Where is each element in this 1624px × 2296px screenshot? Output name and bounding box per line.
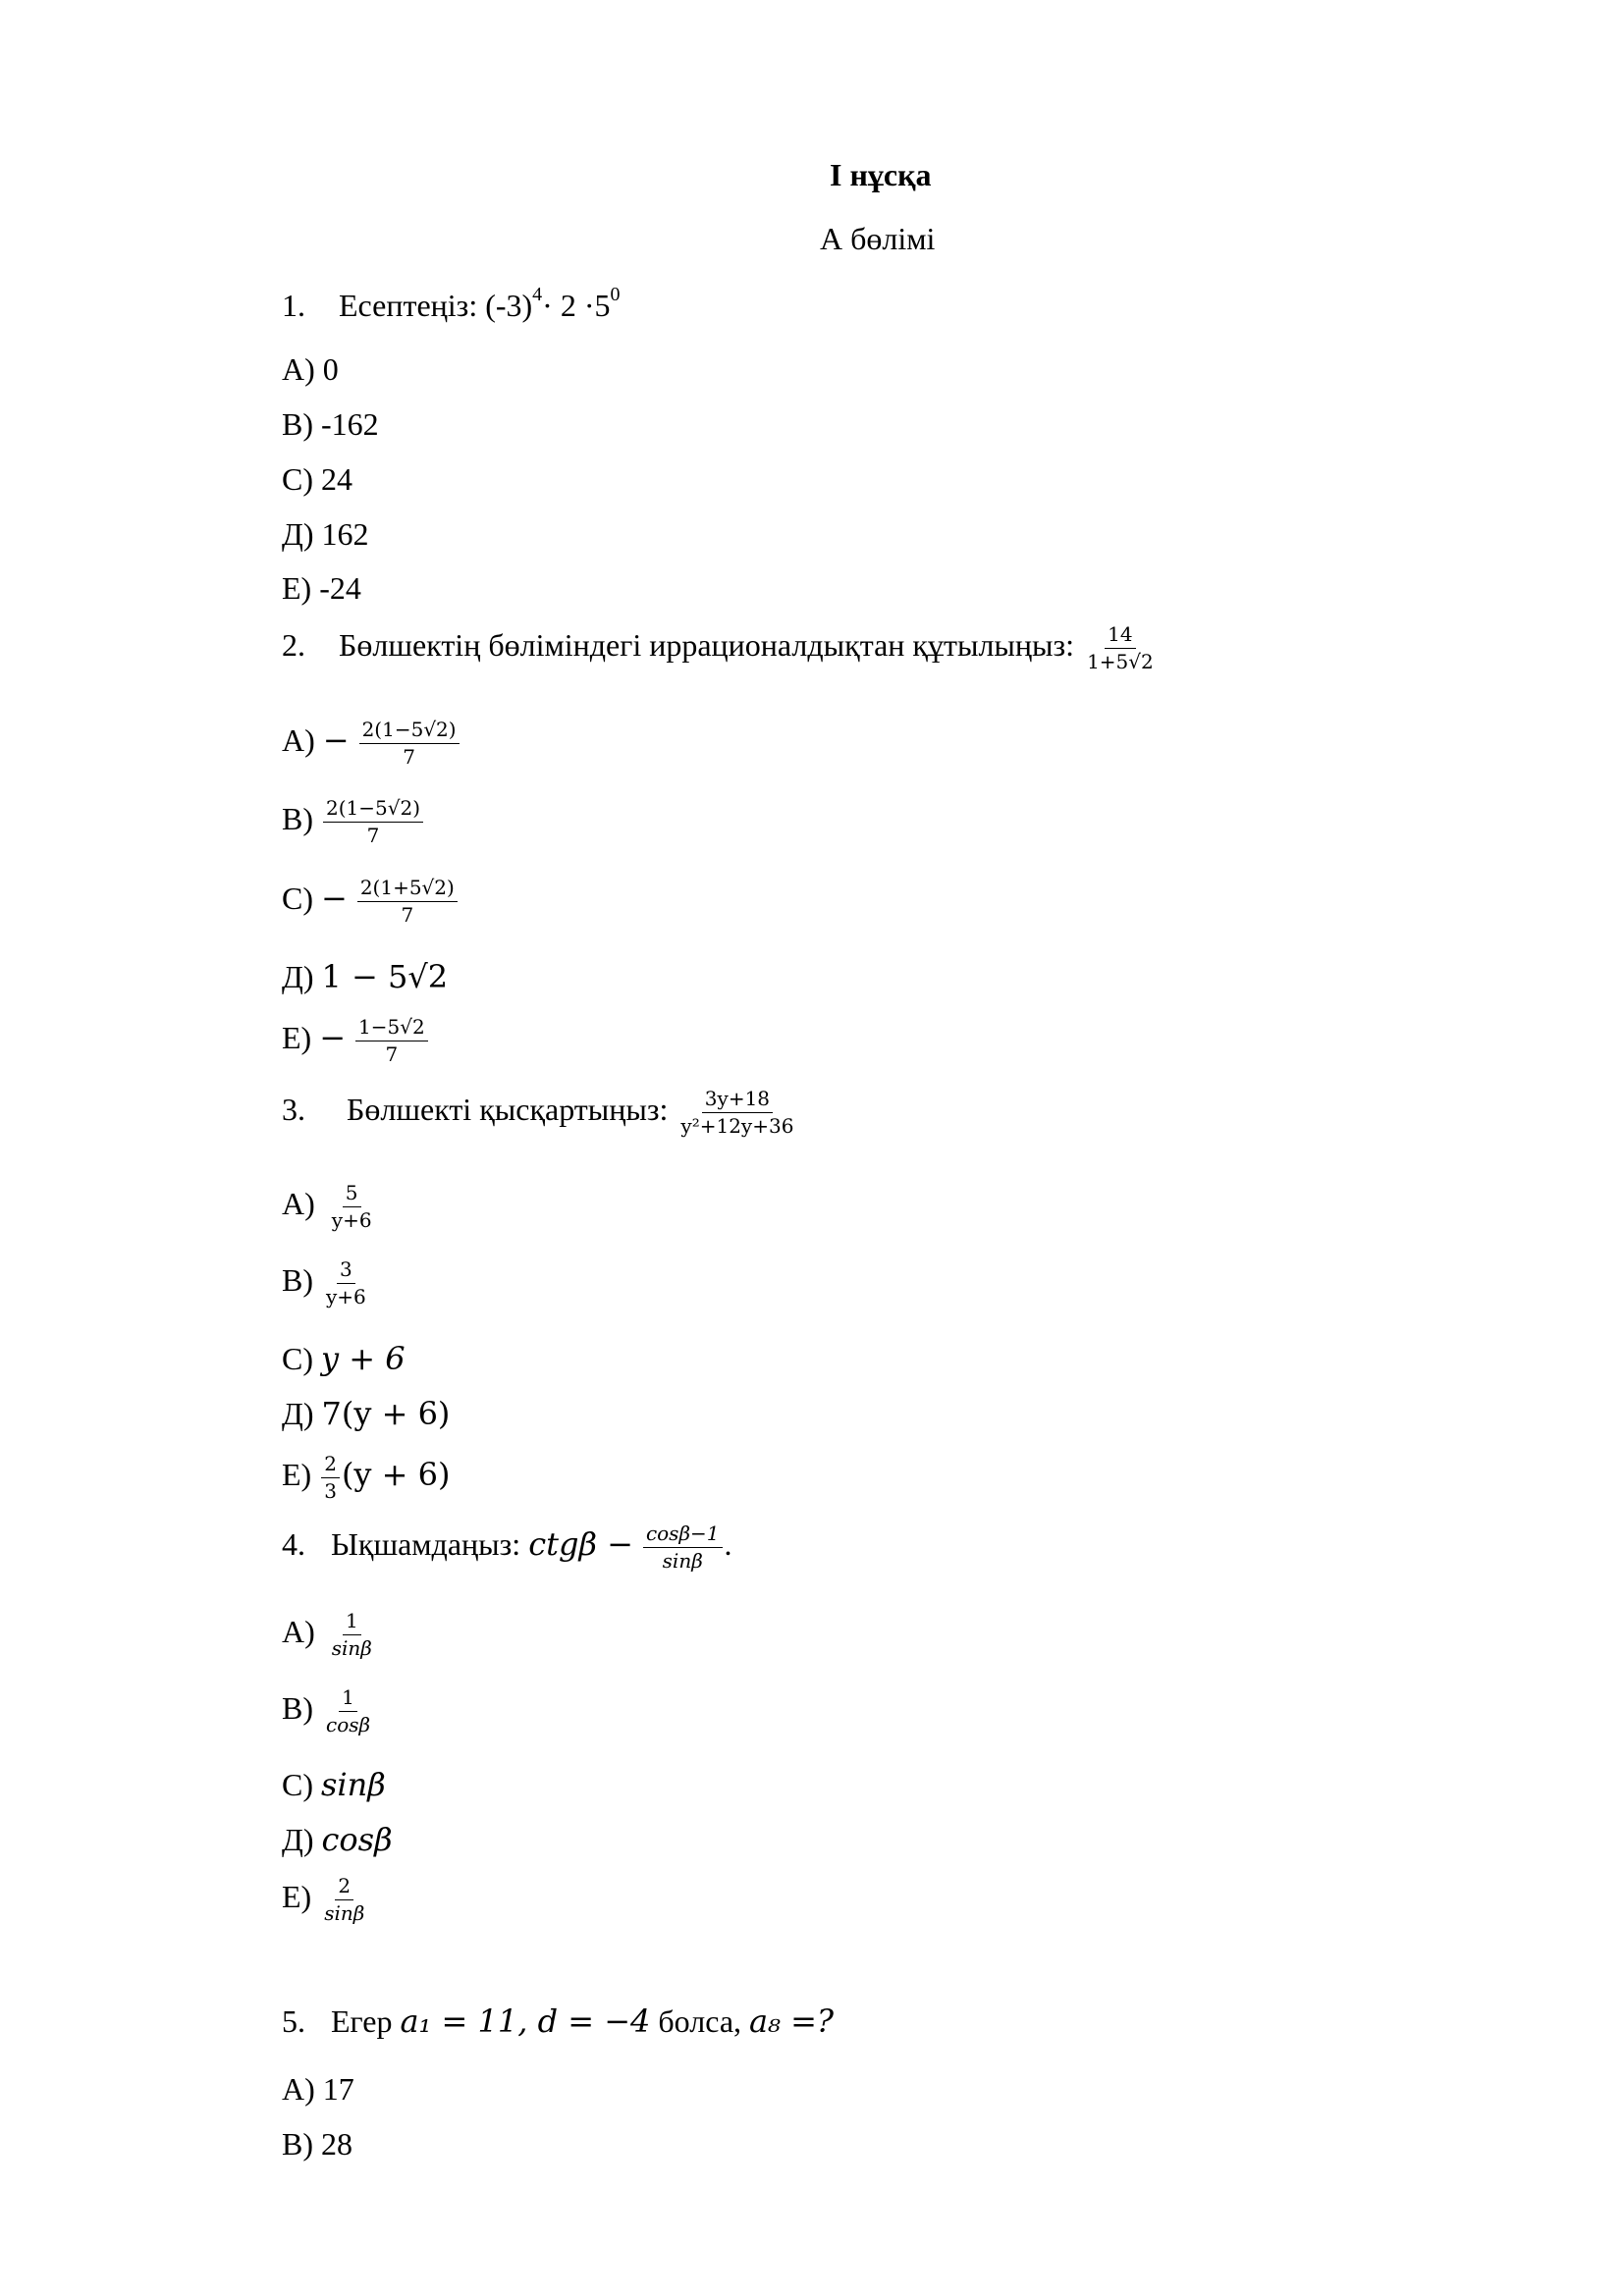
option-label: Д) <box>282 959 314 994</box>
option-label: C) <box>282 880 313 916</box>
denominator: sinβ <box>331 1636 372 1660</box>
denominator: 1+5√2 <box>1087 650 1154 673</box>
q4-option-b[interactable] <box>282 1686 375 1736</box>
option-label: B) <box>282 1261 313 1298</box>
numerator: 1−5√2 <box>355 1016 428 1041</box>
numerator: 2 <box>321 1453 340 1478</box>
question-prompt: Есептеңіз: (-3) <box>339 288 533 323</box>
question-prompt: Ықшамдаңыз: <box>331 1525 521 1562</box>
q2-option-a[interactable] <box>282 719 461 769</box>
numerator: 2 <box>335 1875 353 1900</box>
option-text: 162 <box>321 516 369 552</box>
question-prompt-end: болса, <box>658 2003 742 2039</box>
option-label: B) <box>282 800 313 836</box>
variant-title: I нұсқа <box>830 157 932 192</box>
option-label: Д) <box>282 516 314 552</box>
option-label: A) <box>282 721 315 758</box>
denominator: 7 <box>366 824 380 847</box>
q3-option-b[interactable] <box>282 1258 371 1308</box>
expression-lead: ctgβ − <box>528 1524 633 1563</box>
q5-option-a[interactable] <box>282 2071 354 2108</box>
option-label: Д) <box>282 1822 314 1857</box>
exponent: 0 <box>610 284 621 306</box>
q3-option-d[interactable] <box>282 1395 450 1432</box>
fraction <box>359 719 460 769</box>
option-label: E) <box>282 1878 312 1914</box>
denominator: sinβ <box>662 1549 703 1573</box>
numerator: 1 <box>343 1610 361 1635</box>
denominator: y+6 <box>331 1208 372 1232</box>
fraction <box>1084 623 1157 673</box>
option-text: sinβ <box>321 1766 386 1803</box>
fraction <box>357 877 458 927</box>
fraction <box>323 1258 369 1308</box>
fraction <box>321 1875 367 1925</box>
q2-option-c[interactable] <box>282 877 460 927</box>
q5-option-b[interactable] <box>282 2126 352 2163</box>
numerator: 1 <box>339 1686 357 1712</box>
q3-option-e[interactable] <box>282 1453 451 1503</box>
numerator: 2(1+5√2) <box>357 877 458 902</box>
q2-option-e[interactable] <box>282 1016 430 1066</box>
numerator: 5 <box>343 1182 361 1207</box>
denominator: cosβ <box>326 1713 371 1736</box>
question-prompt: Бөлшектің бөліміндегі иррационалдықтан құтылыңыз: <box>339 626 1075 663</box>
option-label: E) <box>282 570 312 606</box>
fraction <box>329 1610 375 1660</box>
fraction <box>677 1088 796 1138</box>
option-text: 0 <box>322 351 339 387</box>
option-text: 28 <box>321 2126 352 2162</box>
question-2 <box>282 623 1159 673</box>
question-1 <box>282 284 621 324</box>
question-number: 4. <box>282 1525 305 1562</box>
q1-option-e[interactable] <box>282 570 361 607</box>
numerator: cosβ−1 <box>643 1522 723 1548</box>
option-label: Д) <box>282 1396 314 1431</box>
numerator: 2(1−5√2) <box>359 719 460 744</box>
question-number: 1. <box>282 288 305 323</box>
q3-option-c[interactable] <box>282 1340 406 1377</box>
option-label: B) <box>282 406 313 442</box>
section-title: А бөлімі <box>820 221 936 256</box>
denominator: 7 <box>401 903 414 927</box>
option-text: cosβ <box>321 1821 393 1858</box>
option-label: B) <box>282 1689 313 1726</box>
fraction <box>643 1522 723 1573</box>
option-label: C) <box>282 1767 313 1802</box>
q2-option-b[interactable] <box>282 797 425 847</box>
question-3 <box>282 1088 798 1138</box>
option-label: A) <box>282 2071 315 2107</box>
numerator: 14 <box>1105 623 1135 649</box>
q2-option-d[interactable] <box>282 958 448 995</box>
q3-option-a[interactable] <box>282 1182 377 1232</box>
sign: − <box>322 721 350 759</box>
exponent: 4 <box>532 284 543 306</box>
question-number: 3. <box>282 1091 305 1127</box>
question-4 <box>282 1522 732 1573</box>
fraction <box>321 1453 340 1503</box>
q4-option-e[interactable] <box>282 1875 369 1925</box>
denominator: y²+12y+36 <box>680 1114 794 1138</box>
question-number: 2. <box>282 626 305 663</box>
period: . <box>724 1525 732 1562</box>
option-text: y + 6 <box>321 1340 406 1377</box>
option-label: A) <box>282 351 315 387</box>
condition: a₁ = 11, d = −4 <box>400 2002 651 2040</box>
question-prompt: Егер <box>331 2003 393 2039</box>
fraction <box>323 797 423 847</box>
option-label: B) <box>282 2126 313 2162</box>
option-text: 1 − 5√2 <box>321 958 449 995</box>
option-label: A) <box>282 1185 315 1221</box>
denominator: 7 <box>385 1042 399 1066</box>
denominator: 3 <box>324 1479 337 1503</box>
option-tail: (y + 6) <box>341 1455 451 1493</box>
option-text: 17 <box>322 2071 354 2107</box>
option-label: E) <box>282 1456 312 1492</box>
sign: − <box>319 1018 347 1056</box>
q1-option-a[interactable] <box>282 351 339 388</box>
fraction <box>323 1686 373 1736</box>
q4-option-d[interactable] <box>282 1821 393 1858</box>
expression-part: · 2 ·5 <box>542 288 611 323</box>
denominator: 7 <box>403 745 415 769</box>
denominator: sinβ <box>324 1901 365 1925</box>
q1-option-c[interactable] <box>282 461 352 498</box>
option-text: -24 <box>319 570 361 606</box>
sign: − <box>321 879 348 917</box>
question-5 <box>282 2002 834 2040</box>
fraction <box>355 1016 428 1066</box>
numerator: 3y+18 <box>702 1088 773 1113</box>
question-ask: a₈ =? <box>749 2002 835 2040</box>
option-label: E) <box>282 1019 312 1055</box>
option-label: A) <box>282 1613 315 1649</box>
question-prompt: Бөлшекті қысқартыңыз: <box>347 1091 669 1127</box>
denominator: y+6 <box>326 1285 366 1308</box>
option-label: C) <box>282 1341 313 1376</box>
numerator: 3 <box>337 1258 355 1284</box>
q1-option-d[interactable] <box>282 516 368 553</box>
option-text: 24 <box>321 461 352 497</box>
option-label: C) <box>282 461 313 497</box>
q4-option-a[interactable] <box>282 1610 377 1660</box>
option-text: 7(y + 6) <box>321 1395 451 1432</box>
fraction <box>329 1182 375 1232</box>
question-number: 5. <box>282 2003 305 2039</box>
option-text: -162 <box>321 406 379 442</box>
q1-option-b[interactable] <box>282 406 379 443</box>
q4-option-c[interactable] <box>282 1766 386 1803</box>
numerator: 2(1−5√2) <box>323 797 423 823</box>
